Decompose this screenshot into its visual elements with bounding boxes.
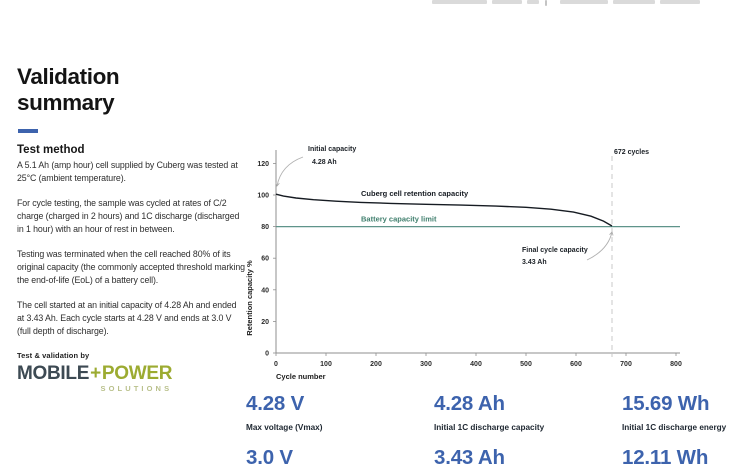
stat-value: 12.11 Wh	[622, 446, 709, 469]
annotation-final: Final cycle capacity	[522, 247, 588, 254]
test-method-heading: Test method	[17, 144, 85, 156]
y-tick-label: 0	[265, 350, 269, 358]
annotation-initial: Initial capacity	[308, 146, 357, 153]
stat-value: 3.0 V	[246, 446, 293, 469]
accent-divider	[18, 129, 38, 133]
retention-curve-label: Cuberg cell retention capacity	[361, 189, 469, 198]
retention-curve	[276, 194, 612, 226]
logo-subtext: SOLUTIONS	[100, 384, 173, 393]
stat-value: 15.69 Wh	[622, 392, 710, 415]
x-tick-label: 200	[370, 361, 382, 368]
x-axis-title: Cycle number	[276, 372, 326, 381]
y-tick-label: 100	[257, 192, 269, 200]
x-tick-label: 400	[470, 361, 482, 368]
y-tick-label: 20	[261, 318, 269, 326]
summary-panel	[17, 64, 245, 396]
stat-initial-discharge-capacity	[434, 393, 624, 432]
test-method-paragraph: Testing was terminated when the cell reached 80% of its original capacity (the commonly accepted threshold marking the end-of-life (EoL) of a battery cell).	[17, 249, 245, 285]
stat-final-discharge-capacity	[434, 447, 624, 469]
test-method-paragraph: For cycle testing, the sample was cycled at rates of C/2 charge (charged in 2 hours) and 1C discharge (discharged in 1 hour) with an hour of rest in between.	[17, 198, 240, 234]
stat-label: Max voltage (Vmax)	[246, 423, 323, 432]
x-tick-label: 300	[420, 361, 432, 368]
capacity-limit-label: Battery capacity limit	[361, 214, 437, 224]
x-tick-label: 100	[320, 361, 332, 368]
retention-capacity-chart	[240, 138, 700, 388]
x-tick-label: 800	[670, 361, 682, 368]
annotation-final: 3.43 Ah	[522, 259, 547, 266]
logo-plus-icon: +	[90, 363, 101, 384]
header-fragment	[613, 0, 655, 4]
annotation-initial: 4.28 Ah	[312, 159, 337, 166]
annotation-arrow-final	[587, 232, 612, 260]
y-tick-label: 80	[261, 224, 269, 232]
mobile-power-logo	[17, 364, 172, 393]
test-method-paragraph: A 5.1 Ah (amp hour) cell supplied by Cuberg was tested at 25°C (ambient temperature).	[17, 160, 238, 183]
x-tick-label: 500	[520, 361, 532, 368]
header-fragment	[527, 0, 539, 4]
y-axis-title: Retention capacity %	[245, 260, 254, 336]
stat-min-voltage	[246, 447, 436, 469]
x-tick-label: 600	[570, 361, 582, 368]
stat-max-voltage	[246, 393, 436, 432]
stat-initial-discharge-energy	[622, 393, 739, 432]
header-divider	[545, 0, 547, 6]
y-tick-label: 40	[261, 287, 269, 295]
stat-final-discharge-energy	[622, 447, 739, 469]
stat-label: Initial 1C discharge capacity	[434, 423, 545, 432]
logo-word-mobile: MOBILE	[17, 363, 90, 384]
y-tick-label: 120	[257, 160, 269, 168]
stat-value: 4.28 Ah	[434, 392, 505, 415]
page-title: Validation summary	[17, 64, 120, 115]
attribution-label: Test & validation by	[17, 351, 90, 360]
y-tick-label: 60	[261, 255, 269, 263]
cycles-vline-label: 672 cycles	[614, 149, 650, 156]
test-method-paragraph: The cell started at an initial capacity of 4.28 Ah and ended at 3.43 Ah. Each cycle starts at 4.28 V and ends at 3.0 V (full depth of discharge).	[17, 300, 237, 336]
header-fragment	[432, 0, 487, 4]
x-tick-label: 700	[620, 361, 632, 368]
header-fragment	[660, 0, 700, 4]
cropped-page-header	[0, 0, 739, 8]
logo-wordmark	[17, 364, 172, 383]
x-tick-label: 0	[274, 361, 278, 368]
header-fragment	[492, 0, 522, 4]
stat-label: Initial 1C discharge energy	[622, 423, 727, 432]
header-fragment	[560, 0, 608, 4]
stat-value: 3.43 Ah	[434, 446, 505, 469]
logo-word-power: POWER	[101, 363, 173, 384]
annotation-arrow-initial	[277, 157, 303, 186]
stat-value: 4.28 V	[246, 392, 305, 415]
